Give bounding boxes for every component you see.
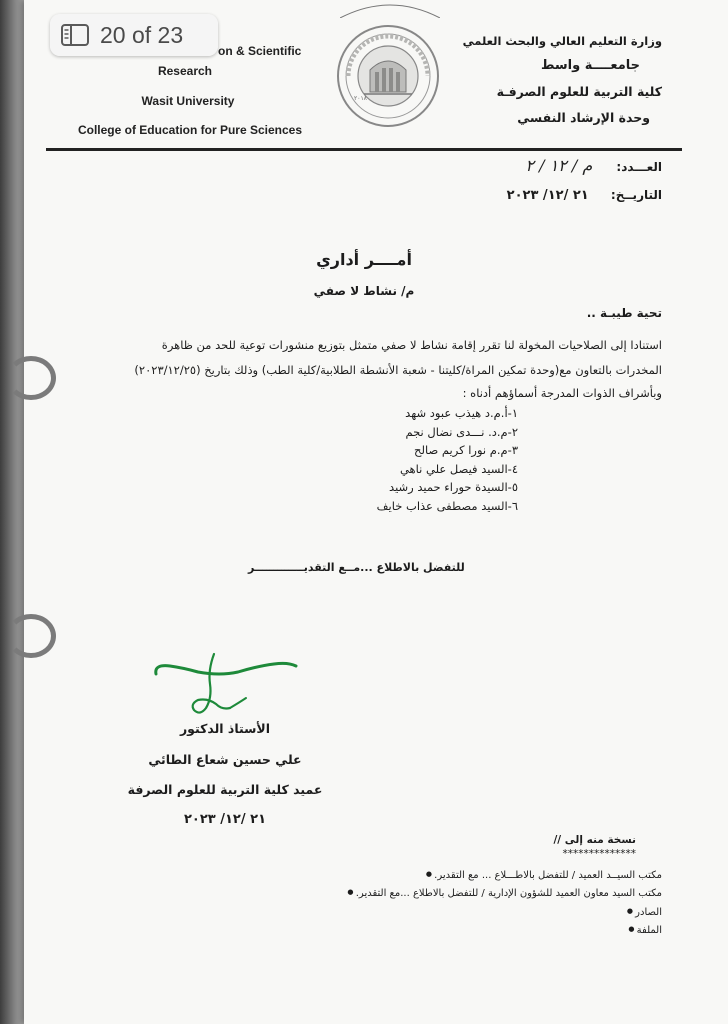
list-item: الملفة ● [347,921,662,939]
header-en-line4: College of Education for Pure Sciences [77,123,303,137]
number-label: العـــدد: [616,160,662,174]
university-seal-logo [334,22,442,130]
document-number [525,156,662,175]
list-item: ٤-السيد فيصل علي ناهي [399,461,518,476]
body-line-2: المخدرات بالتعاون مع(وحدة تمكين المراة/كليتنا - شعبة الأنشطة الطلابية/كلية الطب) وذلك بتاريخ (٢٠٢٣/١٢/٢٥) [134,363,662,377]
signatory-title: الأستاذ الدكتور [179,721,271,736]
copies-heading: نسخة منه إلى // [553,834,636,846]
date-label: التاريــخ: [610,188,662,202]
header-ar-unit: وحدة الإرشاد النفسي [517,110,650,125]
header-en-line1: on & Scientific [218,44,302,58]
body-line-3: وبأشراف الذوات المدرجة أسماؤهم أدناه : [462,386,662,400]
list-item: ٥-السيدة حوراء حميد رشيد [389,480,518,494]
order-title: أمــــر أداري [316,250,412,269]
page-count-label: 20 of 23 [100,21,184,48]
list-item: مكتب السيــد العميد / للتفضل بالاطـــلاع ... مع التقدير. ● [347,866,662,884]
list-item: ٢-م.د. نـــدى نضال نجم [405,424,518,439]
previous-page-scrap [340,0,440,18]
binder-ring [6,356,56,400]
copies-list [347,866,662,939]
header-ar-college: كلية التربية للعلوم الصرفـة [496,84,662,99]
signatory-position: عميد كلية التربية للعلوم الصرفة [127,782,323,797]
handwritten-signature [150,652,300,722]
number-value: م / ١٢ / ٢ [525,156,593,175]
signatory-name: علي حسين شعاع الطائي [148,752,302,767]
date-value: ٢١ /١٢/ ٢٠٢٣ [506,188,589,203]
supervisor-list [377,404,518,515]
greeting: تحية طيبـة .. [586,306,662,320]
copies-stars: ************** [562,848,636,860]
header-divider [46,148,682,151]
body-line-1: استنادا إلى الصلاحيات المخولة لنا تقرر إقامة نشاط لا صفي متمثل بتوزيع منشورات توعية للحد من ظاهرة [161,338,662,352]
order-subject: م/ نشاط لا صفي [313,284,415,298]
list-item: الصادر ● [347,903,662,921]
list-item: ١-أ.م.د هيذب عبود شهد [405,406,518,420]
list-item: ٦-السيد مصطفى عذاب خايف [376,498,518,513]
header-en-line2: Research [157,64,213,78]
signature-date: ٢١ /١٢/ ٢٠٢٣ [183,812,267,827]
list-item: مكتب السيد معاون العميد للشؤون الإدارية / للتفضل بالاطلاع ...مع التقدير. ● [347,884,662,902]
header-ar-university: جامعــــة واسط [540,58,640,73]
list-item: ٣-م.م نورا كريم صالح [414,443,518,457]
document-date [507,188,662,203]
seal-year: ٢٠١٨ [354,95,367,102]
closing-line: للتفضل بالاطلاع ...مــع التقديـــــــــــــر [248,561,465,574]
binder-ring [6,614,56,658]
header-ar-ministry: وزارة التعليم العالي والبحث العلمي [462,34,662,48]
book-icon [60,22,90,48]
page-indicator[interactable] [50,14,218,56]
header-en-line3: Wasit University [141,94,235,108]
